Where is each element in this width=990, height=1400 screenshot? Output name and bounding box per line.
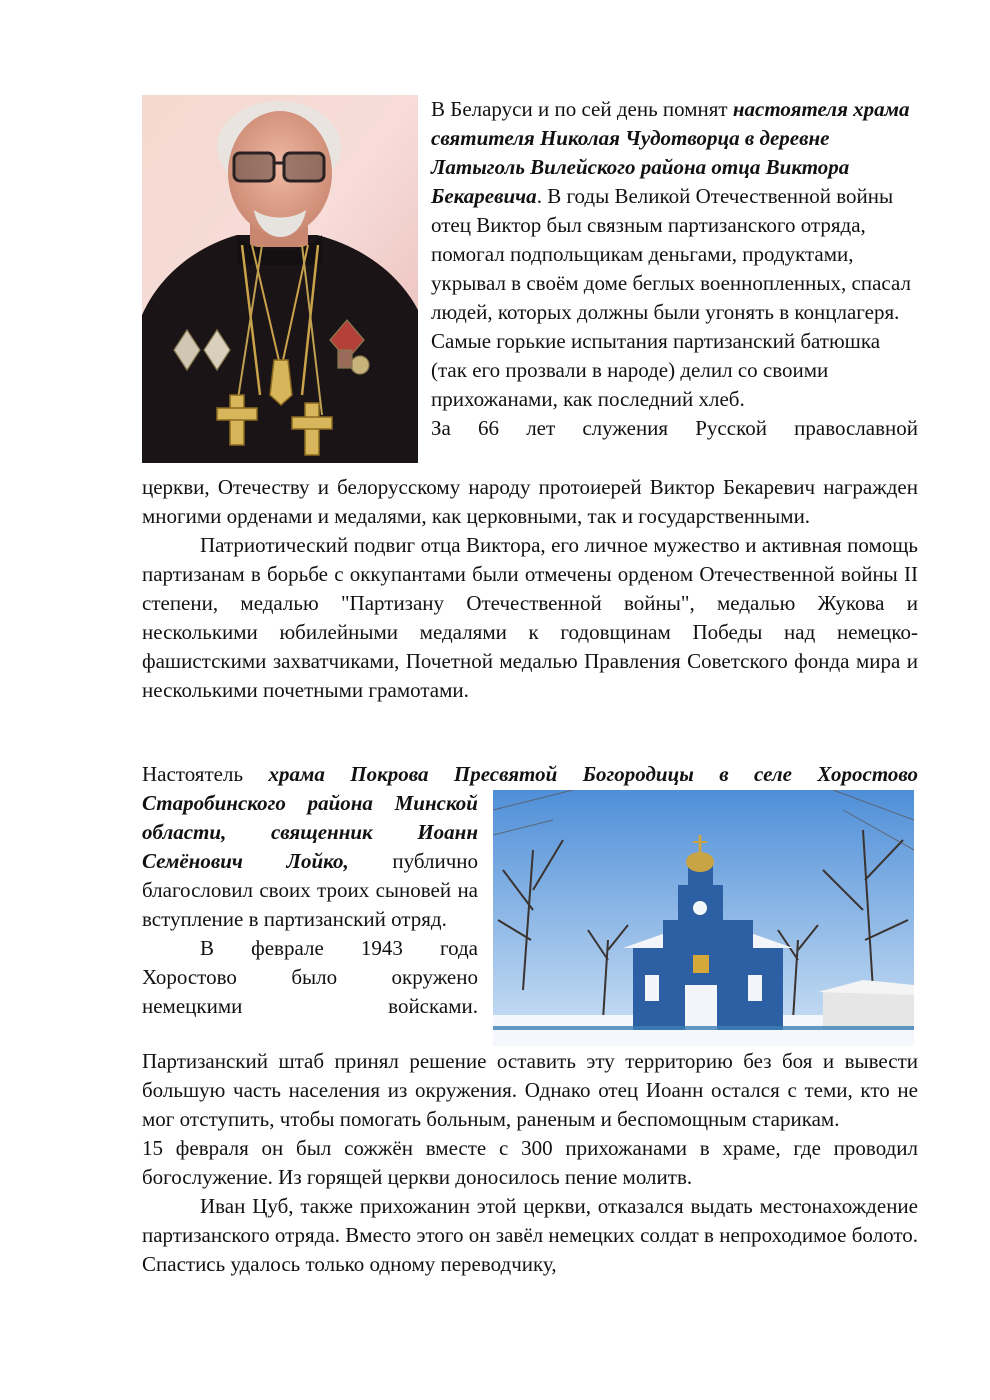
- section2-first-line: [142, 760, 918, 789]
- intro-text: Настоятель: [142, 762, 269, 786]
- section1-paragraph1: [431, 95, 918, 443]
- section2-left-column: [142, 789, 478, 1021]
- section2-paragraph2-rest: Партизанский штаб принял решение оставить эту территорию без боя и вывести большую часть населения из окружения. Однако отец Иоанн остался с теми, кто не мог отступить, чтобы помогать больным, раненым и беспомощным старикам.: [142, 1049, 918, 1131]
- section2-paragraph3: 15 февраля он был сожжён вместе с 300 прихожанами в храме, где проводил богослужение. Из горящей церкви доносилось пение молитв.: [142, 1136, 918, 1189]
- highlighted-church-name: храма Покрова Пресвятой Богородицы в селе Хоростово: [268, 762, 918, 786]
- paragraph-text: церкви, Отечеству и белорусскому народу протоиерей Виктор Бекаревич награжден многими орденами и медалями, как церковными, так и государственными.: [142, 475, 918, 528]
- paragraph2-first-line: За 66 лет служения Русской православной: [431, 416, 918, 440]
- priest-portrait-photo: [142, 95, 418, 463]
- highlighted-name-bekarevich: настоятеля храма святителя Николая Чудотворца в деревне Латыголь Вилейского района отца Виктора Бекаревича: [431, 97, 910, 208]
- paragraph-text: . В годы Великой Отечественной войны отец Виктор был связным партизанского отряда, помогал подпольщикам деньгами, продуктами, укрывал в своём доме беглых военнопленных, спасал людей, которых должны были угонять в концлагеря. Самые горькие испытания партизанский батюшка (так его прозвали в народе) делил со своими прихожанами, как последний хлеб.: [431, 184, 911, 411]
- church-photo: [493, 790, 914, 1046]
- paragraph-text: публично благословил своих троих сыновей на вступление в партизанский отряд.: [142, 849, 478, 931]
- section1-paragraph2-continuation: [142, 473, 918, 705]
- section2-paragraph2-top: В феврале 1943 года Хоростово было окружено немецкими войсками.: [142, 936, 478, 1018]
- intro-text: В Беларуси и по сей день помнят: [431, 97, 733, 121]
- highlighted-name-loiko: Старобинского района Минской области, священник Иоанн Семёнович Лойко,: [142, 791, 478, 873]
- section2-continuation: [142, 1047, 918, 1279]
- section1-paragraph3: Патриотический подвиг отца Виктора, его личное мужество и активная помощь партизанам в борьбе с оккупантами были отмечены орденом Отечественной войны II степени, медалью "Партизану Отечественной войны", медалью Жукова и несколькими юбилейными медалями к годовщинам Победы над немецко-фашистскими захватчиками, Почетной медалью Правления Советского фонда мира и несколькими почетными грамотами.: [142, 533, 918, 702]
- section2-paragraph4: Иван Цуб, также прихожанин этой церкви, отказался выдать местонахождение партизанского отряда. Вместо этого он завёл немецких солдат в непроходимое болото. Спастись удалось только одному переводчику,: [142, 1194, 918, 1276]
